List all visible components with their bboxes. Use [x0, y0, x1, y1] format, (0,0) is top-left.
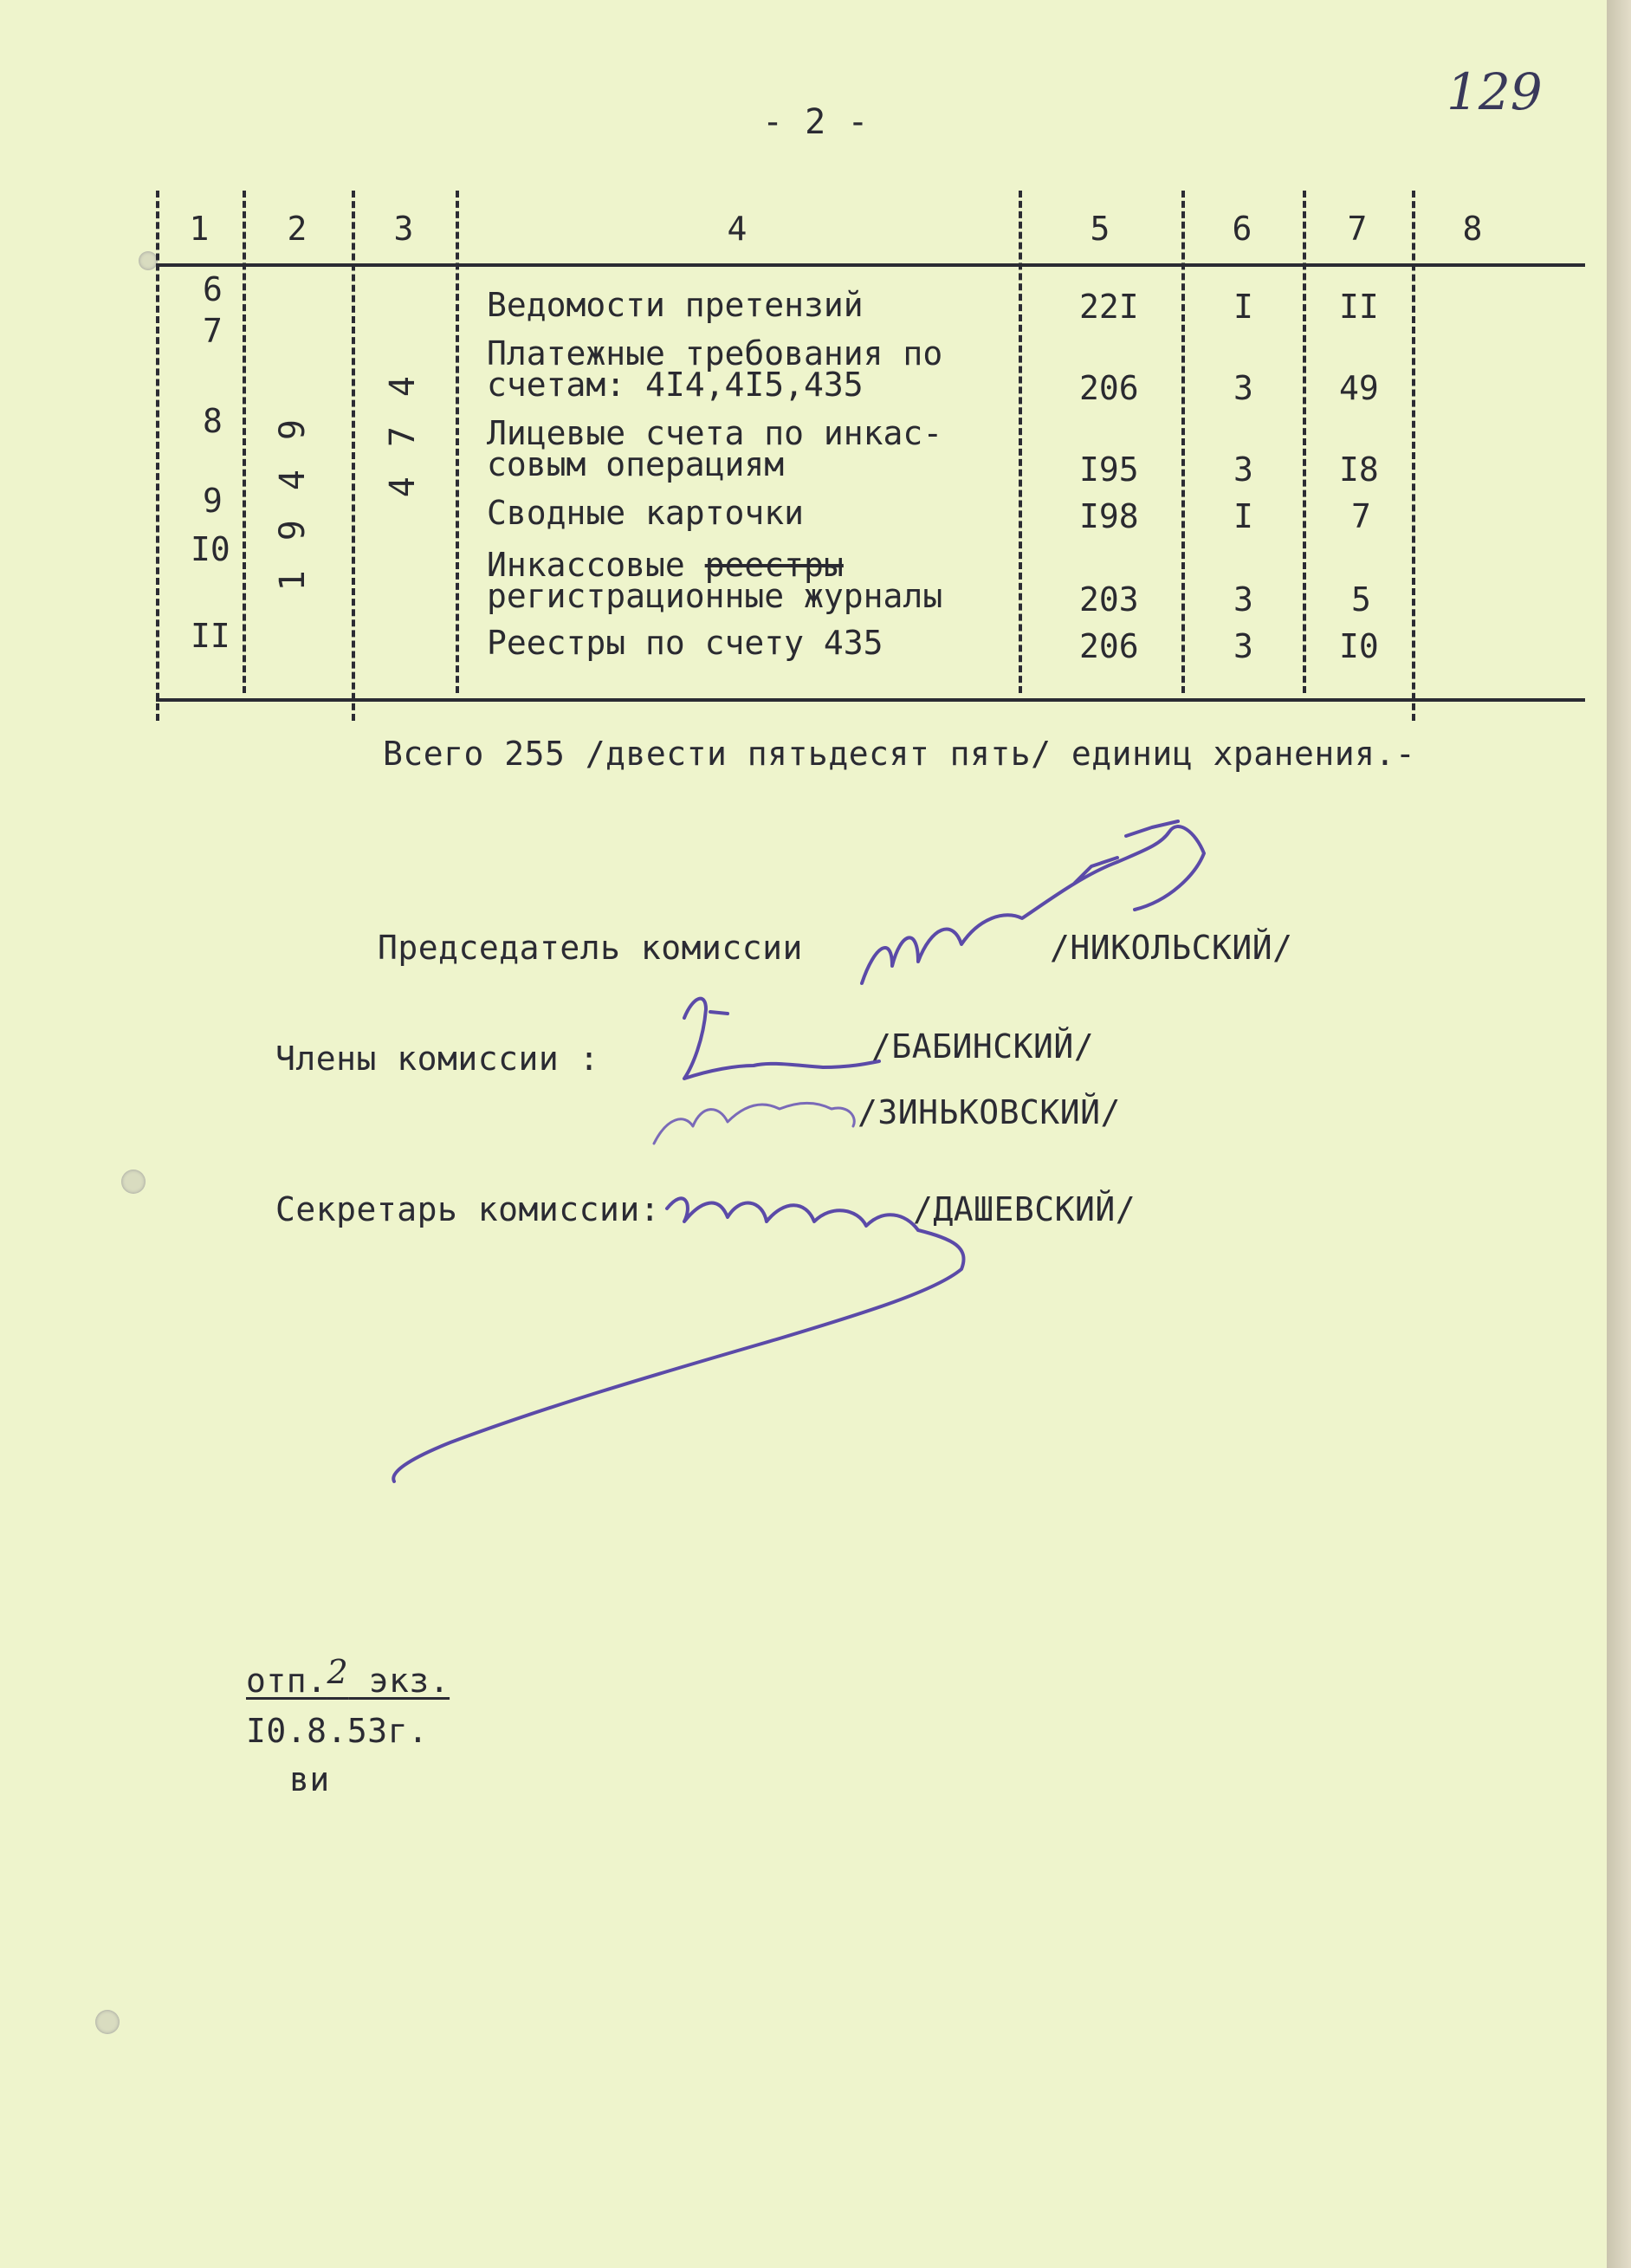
row-col6: I [1233, 497, 1253, 535]
member-name: /ЗИНЬКОВСКИЙ/ [858, 1093, 1121, 1131]
copies-prefix: отп. [246, 1662, 327, 1700]
page-number: - 2 - [762, 102, 869, 142]
header-col-8: 8 [1462, 210, 1483, 248]
row-col5: 206 [1079, 369, 1139, 407]
row-number: II [191, 617, 230, 655]
row-title-cont: счетам: 4I4,4I5,435 [487, 366, 864, 404]
row-col5: I98 [1079, 497, 1139, 535]
total-line: Всего 255 /двести пятьдесят пять/ единиц хранения.- [383, 735, 1416, 773]
row-title-cont: совым операциям [487, 445, 785, 483]
row-number: 9 [203, 482, 223, 520]
row-col7: 7 [1351, 497, 1371, 535]
row-col5: 203 [1079, 580, 1139, 619]
row-col6: 3 [1233, 580, 1253, 619]
row-col5: I95 [1079, 450, 1139, 489]
row-title: Реестры по счету 435 [487, 624, 883, 662]
row-col7: I8 [1339, 450, 1379, 489]
archive-number: 129 [1447, 62, 1543, 121]
row-title-cont: регистрационные журналы [487, 577, 943, 615]
row-title: Лицевые счета по инкас- [487, 414, 943, 452]
row-col6: 3 [1233, 450, 1253, 489]
row-title: Сводные карточки [487, 494, 805, 532]
row-title-text: Инкассовые [487, 546, 685, 584]
header-col-1: 1 [189, 210, 210, 248]
members-role: Члены комиссии : [275, 1040, 600, 1078]
member-name: /БАБИНСКИЙ/ [871, 1027, 1095, 1066]
chairman-name: /НИКОЛЬСКИЙ/ [1050, 929, 1293, 967]
secretary-role: Секретарь комиссии: [275, 1190, 661, 1228]
row-number: 7 [203, 312, 223, 350]
header-col-7: 7 [1347, 210, 1368, 248]
row-col7: II [1339, 288, 1379, 326]
chairman-role: Председатель комиссии [378, 929, 803, 967]
row-col7: I0 [1339, 627, 1379, 665]
signature-chairman [862, 821, 1204, 983]
paper-edge [1607, 0, 1631, 2268]
row-col5: 206 [1079, 627, 1139, 665]
header-col-2: 2 [287, 210, 307, 248]
fond-vertical: 474 [383, 347, 423, 498]
secretary-name: /ДАШЕВСКИЙ/ [913, 1190, 1136, 1228]
row-number: 8 [203, 402, 223, 440]
row-col7: 49 [1339, 369, 1379, 407]
document-date: I0.8.53г. [246, 1712, 429, 1750]
struck-word: реестры [704, 546, 844, 584]
row-col5: 22I [1079, 288, 1139, 326]
row-number: I0 [191, 530, 230, 568]
typist-initials: ви [289, 1760, 330, 1798]
row-title: Платежные требования по [487, 334, 943, 373]
row-col6: 3 [1233, 369, 1253, 407]
signature-secretary [393, 1198, 963, 1481]
header-col-4: 4 [727, 210, 748, 248]
header-col-6: 6 [1232, 210, 1252, 248]
signature-member-2 [654, 1103, 854, 1144]
row-col7: 5 [1351, 580, 1371, 619]
header-col-3: 3 [393, 210, 414, 248]
row-col6: 3 [1233, 627, 1253, 665]
year-vertical: 1949 [273, 390, 313, 592]
row-title: Ведомости претензий [487, 286, 864, 324]
header-col-5: 5 [1090, 210, 1110, 248]
copies-handwritten: 2 [327, 1653, 349, 1691]
copies-suffix: экз. [348, 1662, 450, 1700]
row-col6: I [1233, 288, 1253, 326]
row-number: 6 [203, 270, 223, 308]
signature-member-1 [684, 999, 879, 1079]
